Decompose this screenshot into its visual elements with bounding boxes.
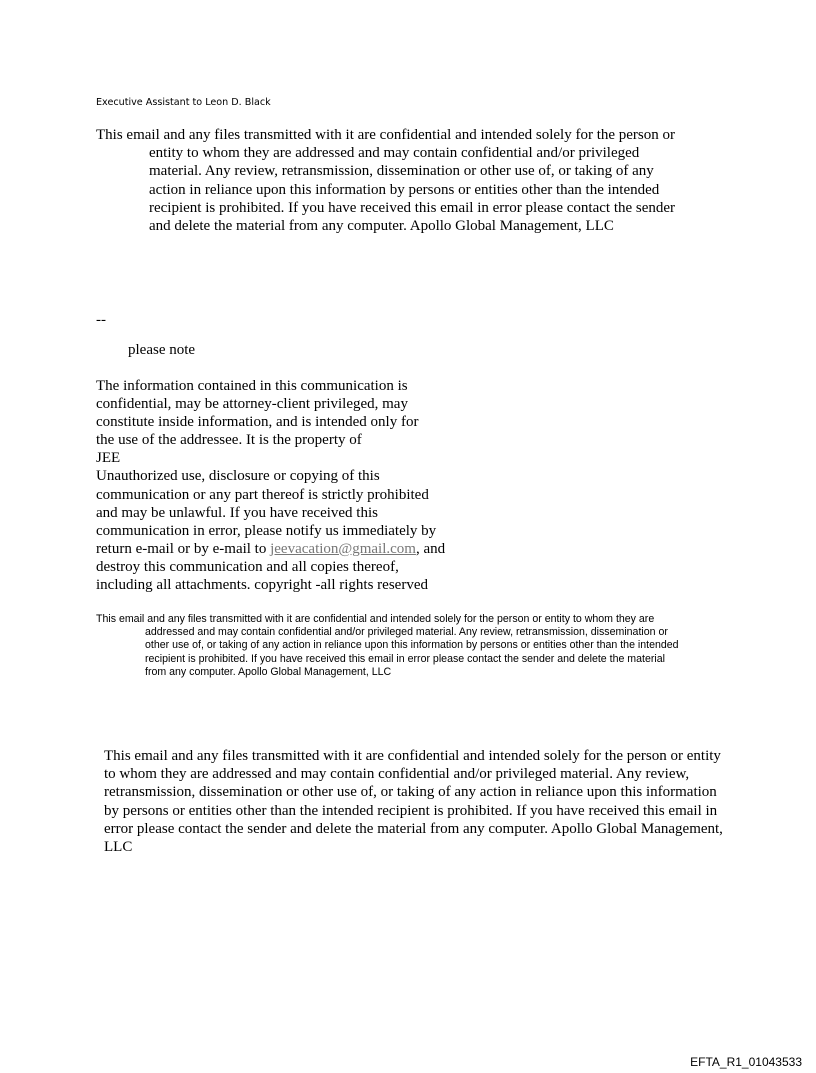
notice-email-line — [96, 540, 445, 558]
notice-line: The information contained in this communication is — [96, 378, 408, 394]
signature-title: Executive Assistant to Leon D. Black — [96, 97, 271, 108]
notice-line: including all attachments. copyright -all rights reserved — [96, 577, 428, 594]
notice-line: destroy this communication and all copies thereof, — [96, 558, 399, 575]
notice-line: JEE — [96, 450, 121, 467]
confidentiality-disclaimer-1: This email and any files transmitted with it are confidential and intended solely for the person or entity to whom they are addressed and may contain confidential and/or privileged material. Any review, retransmission, dissemination or other use of, or taking of any action in reliance upon this information by persons or entities other than the intended recipient is prohibited. If you have received this email in error please contact the sender and delete the material from any computer. Apollo Global Management, LLC — [96, 127, 676, 235]
privilege-notice — [96, 377, 445, 594]
notice-line: and may be unlawful. If you have received this — [96, 504, 378, 521]
notice-line: Unauthorized use, disclosure or copying of this — [96, 468, 380, 485]
notice-line: confidential, may be attorney-client privileged, may — [96, 396, 408, 413]
document-id: EFTA_R1_01043533 — [690, 1055, 802, 1069]
notice-line: the use of the addressee. It is the property of — [96, 432, 362, 449]
please-note-text: please note — [128, 342, 196, 358]
signature-separator: -- — [96, 312, 106, 328]
confidentiality-disclaimer-3: This email and any files transmitted with it are confidential and intended solely for the person or entity to whom they are addressed and may contain confidential and/or privileged material. Any review, retransmission, dissemination or other use of, or taking of any action in reliance upon this information by persons or entities other than the intended recipient is prohibited. If you have received this email in error please contact the sender and delete the material from any computer. Apollo Global Management, LLC — [104, 748, 723, 856]
confidentiality-disclaimer-2: This email and any files transmitted with it are confidential and intended solely for the person or entity to whom they are addressed and may contain confidential and/or privileged material. Any review, retransmission, dissemination or other use of, or taking of any action in reliance upon this information by persons or entities other than the intended recipient is prohibited. If you have received this email in error please contact the sender and delete the material from any computer. Apollo Global Management, LLC — [96, 613, 679, 678]
notice-line: constitute inside information, and is intended only for — [96, 414, 419, 431]
email-link[interactable]: jeevacation@gmail.com — [270, 540, 416, 557]
notice-email-prefix: return e-mail or by e-mail to — [96, 540, 271, 557]
notice-line: communication in error, please notify us immediately by — [96, 522, 437, 539]
notice-email-suffix: , and — [415, 540, 446, 557]
notice-line: communication or any part thereof is strictly prohibited — [96, 486, 429, 503]
